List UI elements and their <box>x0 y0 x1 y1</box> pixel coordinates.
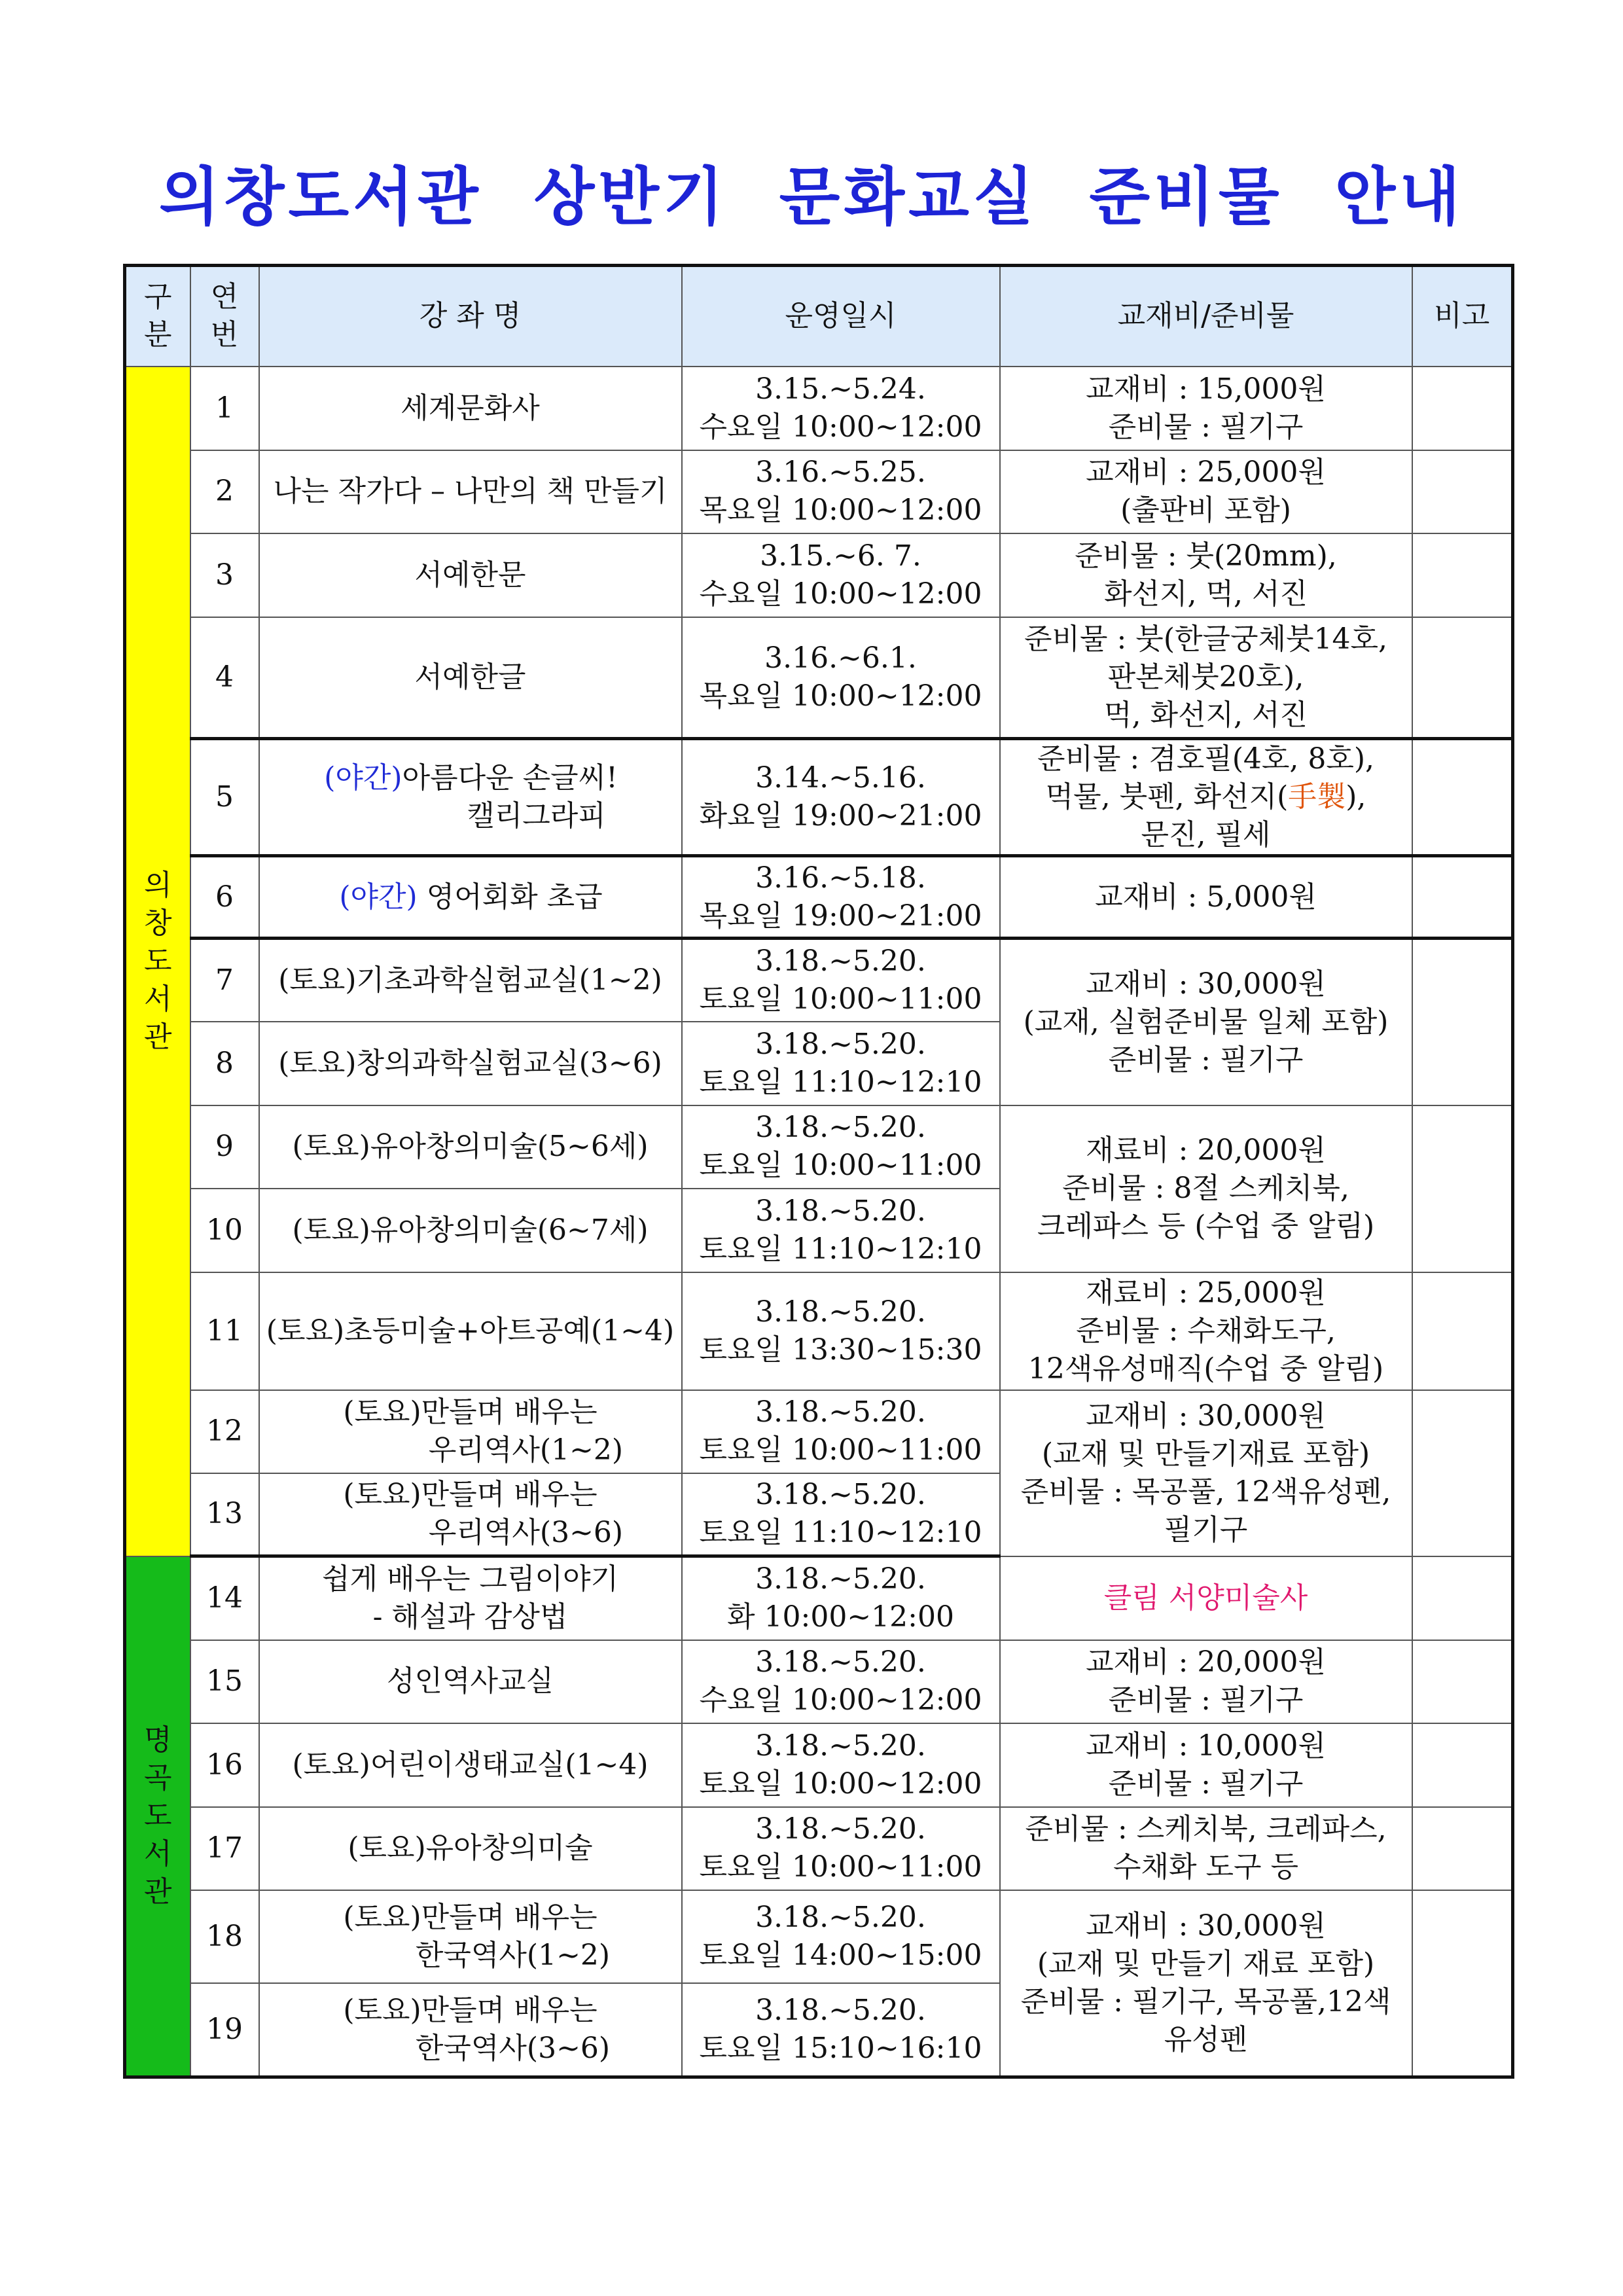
row-number: 9 <box>190 1105 259 1189</box>
table-row <box>125 367 1513 450</box>
table-row <box>125 617 1513 739</box>
schedule: 3.18.~5.20. 토요일 11:10~12:10 <box>682 1189 1000 1272</box>
class-name: 서예한글 <box>259 617 682 739</box>
row-number: 15 <box>190 1640 259 1723</box>
class-name: (토요)만들며 배우는 한국역사(3~6) <box>259 1983 682 2077</box>
row-number: 7 <box>190 939 259 1022</box>
class-name: (토요)유아창의미술(5~6세) <box>259 1105 682 1189</box>
table-row <box>125 1723 1513 1807</box>
table-row <box>125 1640 1513 1723</box>
row-number: 4 <box>190 617 259 739</box>
header-schedule: 운영일시 <box>682 266 1000 367</box>
materials: 클림 서양미술사 <box>1000 1556 1412 1640</box>
night-tag: (야간) <box>339 880 418 914</box>
note-cell <box>1412 1723 1513 1807</box>
row-number: 19 <box>190 1983 259 2077</box>
materials: 교재비 : 30,000원 (교재, 실험준비물 일체 포함) 준비물 : 필기구 <box>1000 939 1412 1105</box>
row-number: 12 <box>190 1390 259 1473</box>
note-cell <box>1412 533 1513 617</box>
materials: 교재비 : 30,000원 (교재 및 만들기 재료 포함) 준비물 : 필기구, 목공풀,12색 유성펜 <box>1000 1890 1412 2077</box>
table-row <box>125 450 1513 533</box>
note-cell <box>1412 617 1513 739</box>
note-cell <box>1412 1890 1513 2077</box>
night-tag: (야간) <box>324 761 402 795</box>
schedule: 3.15.~5.24. 수요일 10:00~12:00 <box>682 367 1000 450</box>
schedule: 3.18.~5.20. 토요일 13:30~15:30 <box>682 1272 1000 1390</box>
class-name: (토요)만들며 배우는 우리역사(1~2) <box>259 1390 682 1473</box>
class-name: 성인역사교실 <box>259 1640 682 1723</box>
materials: 재료비 : 20,000원 준비물 : 8절 스케치북, 크레파스 등 (수업 중 알림) <box>1000 1105 1412 1272</box>
header-num: 연 번 <box>190 266 259 367</box>
group-cell-uichang: 의 창 도 서 관 <box>125 367 190 1556</box>
schedule: 3.15.~6. 7. 수요일 10:00~12:00 <box>682 533 1000 617</box>
schedule: 3.18.~5.20. 토요일 14:00~15:00 <box>682 1890 1000 1983</box>
class-name: 나는 작가다 – 나만의 책 만들기 <box>259 450 682 533</box>
row-number: 1 <box>190 367 259 450</box>
materials: 교재비 : 15,000원 준비물 : 필기구 <box>1000 367 1412 450</box>
materials: 준비물 : 붓(한글궁체붓14호, 판본체붓20호), 먹, 화선지, 서진 <box>1000 617 1412 739</box>
class-name: 쉽게 배우는 그림이야기 - 해설과 감상법 <box>259 1556 682 1640</box>
materials: 재료비 : 25,000원 준비물 : 수채화도구, 12색유성매직(수업 중 알림) <box>1000 1272 1412 1390</box>
schedule: 3.18.~5.20. 토요일 10:00~11:00 <box>682 1390 1000 1473</box>
schedule: 3.18.~5.20. 토요일 11:10~12:10 <box>682 1473 1000 1556</box>
schedule: 3.18.~5.20. 토요일 15:10~16:10 <box>682 1983 1000 2077</box>
materials: 교재비 : 20,000원 준비물 : 필기구 <box>1000 1640 1412 1723</box>
header-note: 비고 <box>1412 266 1513 367</box>
row-number: 16 <box>190 1723 259 1807</box>
note-cell <box>1412 739 1513 856</box>
schedule: 3.18.~5.20. 토요일 10:00~11:00 <box>682 1105 1000 1189</box>
class-name: (야간)아름다운 손글씨! 캘리그라피 <box>259 739 682 856</box>
materials: 교재비 : 5,000원 <box>1000 856 1412 939</box>
note-cell <box>1412 1105 1513 1272</box>
table-row <box>125 1807 1513 1890</box>
row-number: 11 <box>190 1272 259 1390</box>
table-row <box>125 1390 1513 1473</box>
materials: 교재비 : 25,000원 (출판비 포함) <box>1000 450 1412 533</box>
header-name: 강 좌 명 <box>259 266 682 367</box>
row-number: 14 <box>190 1556 259 1640</box>
table-row <box>125 856 1513 939</box>
table-row <box>125 533 1513 617</box>
row-number: 3 <box>190 533 259 617</box>
class-name: (토요)유아창의미술 <box>259 1807 682 1890</box>
class-name: (토요)창의과학실험교실(3~6) <box>259 1022 682 1105</box>
schedule: 3.16.~5.18. 목요일 19:00~21:00 <box>682 856 1000 939</box>
table-row <box>125 1272 1513 1390</box>
class-name: (토요)만들며 배우는 우리역사(3~6) <box>259 1473 682 1556</box>
class-name: 서예한문 <box>259 533 682 617</box>
class-name: 세계문화사 <box>259 367 682 450</box>
class-name: (토요)만들며 배우는 한국역사(1~2) <box>259 1890 682 1983</box>
note-cell <box>1412 1807 1513 1890</box>
schedule: 3.14.~5.16. 화요일 19:00~21:00 <box>682 739 1000 856</box>
table-row <box>125 1890 1513 1983</box>
header-row <box>125 266 1513 367</box>
schedule: 3.18.~5.20. 토요일 11:10~12:10 <box>682 1022 1000 1105</box>
program-table <box>123 264 1514 2079</box>
table-row <box>125 739 1513 856</box>
row-number: 13 <box>190 1473 259 1556</box>
note-cell <box>1412 856 1513 939</box>
row-number: 5 <box>190 739 259 856</box>
materials: 준비물 : 겸호필(4호, 8호), 먹물, 붓펜, 화선지(手製), 문진, 필세 <box>1000 739 1412 856</box>
materials: 준비물 : 스케치북, 크레파스, 수채화 도구 등 <box>1000 1807 1412 1890</box>
schedule: 3.18.~5.20. 화 10:00~12:00 <box>682 1556 1000 1640</box>
note-cell <box>1412 367 1513 450</box>
materials: 교재비 : 30,000원 (교재 및 만들기재료 포함) 준비물 : 목공풀, 12색유성펜, 필기구 <box>1000 1390 1412 1556</box>
note-cell <box>1412 1556 1513 1640</box>
schedule: 3.18.~5.20. 수요일 10:00~12:00 <box>682 1640 1000 1723</box>
header-group: 구 분 <box>125 266 190 367</box>
schedule: 3.18.~5.20. 토요일 10:00~12:00 <box>682 1723 1000 1807</box>
row-number: 2 <box>190 450 259 533</box>
schedule: 3.16.~5.25. 목요일 10:00~12:00 <box>682 450 1000 533</box>
row-number: 6 <box>190 856 259 939</box>
note-cell <box>1412 450 1513 533</box>
note-cell <box>1412 1272 1513 1390</box>
schedule: 3.16.~6.1. 목요일 10:00~12:00 <box>682 617 1000 739</box>
note-cell <box>1412 1640 1513 1723</box>
class-name: (토요)초등미술+아트공예(1~4) <box>259 1272 682 1390</box>
materials: 교재비 : 10,000원 준비물 : 필기구 <box>1000 1723 1412 1807</box>
table-row <box>125 939 1513 1022</box>
materials: 준비물 : 붓(20mm), 화선지, 먹, 서진 <box>1000 533 1412 617</box>
handmade-tag: 手製 <box>1288 780 1346 814</box>
schedule: 3.18.~5.20. 토요일 10:00~11:00 <box>682 939 1000 1022</box>
row-number: 8 <box>190 1022 259 1105</box>
table-row <box>125 1105 1513 1189</box>
note-cell <box>1412 1390 1513 1556</box>
note-cell <box>1412 939 1513 1105</box>
class-name: (토요)기초과학실험교실(1~2) <box>259 939 682 1022</box>
row-number: 17 <box>190 1807 259 1890</box>
schedule: 3.18.~5.20. 토요일 10:00~11:00 <box>682 1807 1000 1890</box>
group-cell-myeonggok: 명 곡 도 서 관 <box>125 1556 190 2077</box>
row-number: 10 <box>190 1189 259 1272</box>
row-number: 18 <box>190 1890 259 1983</box>
class-name: (토요)어린이생태교실(1~4) <box>259 1723 682 1807</box>
page-title: 의창도서관 상반기 문화교실 준비물 안내 <box>159 160 1464 234</box>
table-row <box>125 1556 1513 1640</box>
class-name: (야간) 영어회화 초급 <box>259 856 682 939</box>
header-materials: 교재비/준비물 <box>1000 266 1412 367</box>
class-name: (토요)유아창의미술(6~7세) <box>259 1189 682 1272</box>
